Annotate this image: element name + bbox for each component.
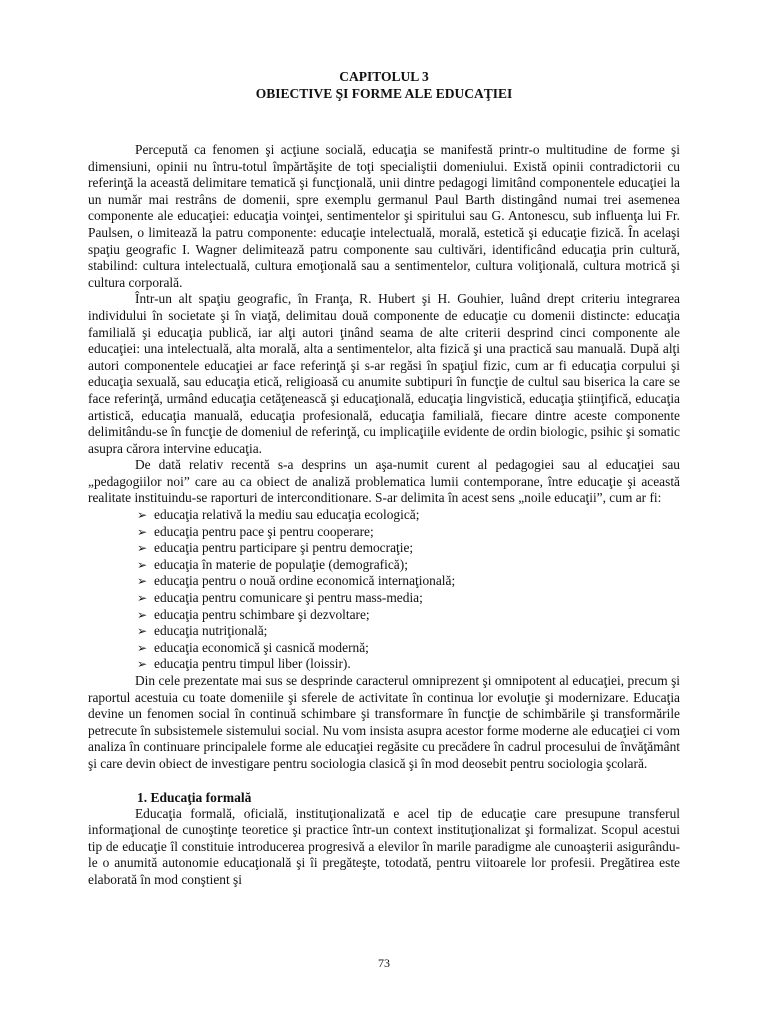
arrow-bullet-icon: ➢ bbox=[137, 640, 148, 655]
arrow-bullet-icon: ➢ bbox=[137, 624, 148, 639]
paragraph: Percepută ca fenomen şi acţiune socială, educaţia se manifestă printr-o multitudine de forme şi dimensiuni, opinii nu întru-totul împărtăşite de toţi specialiştii domeniului. Există opinii contradictorii cu referinţă la această delimitare tematică şi funcţională, unii dintre pedagogi limitând componentele educaţiei la un număr mai restrâns de domenii, spre exemplu germanul Paul Barth distingând numai trei asemenea componente ale educaţiei: educaţia voinţei, sentimentelor şi spiritului sau G. Antonescu, sub influenţa lui Fr. Paulsen, o limitează la patru componente: educaţie intelectuală, morală, estetică şi educaţie fizică. În acelaşi spaţiu geografic I. Wagner delimitează patru componente sau cultivări, identificând educaţia prin cultură, stabilind: cultura intelectuală, cultura emoţională sau a sentimentelor, cultura voliţională, cultura motrică şi cultura corporală. bbox=[88, 142, 680, 290]
list-item: ➢ educaţia pentru participare şi pentru democraţie; bbox=[137, 540, 414, 556]
chapter-label: CAPITOLUL 3 bbox=[339, 69, 429, 84]
section-heading: 1. Educaţia formală bbox=[137, 789, 252, 805]
list-item: ➢ educaţia economică şi casnică modernă; bbox=[137, 639, 369, 655]
list-item: ➢ educaţia pentru schimbare şi dezvoltare; bbox=[137, 606, 370, 622]
list-item: ➢ educaţia pentru pace şi pentru cooperare; bbox=[137, 523, 374, 539]
list-item: ➢ educaţia pentru o nouă ordine economică internaţională; bbox=[137, 573, 456, 589]
paragraph: Educaţia formală, oficială, instituţionalizată e acel tip de educaţie care presupune transferul informaţional de cunoştinţe teoretice şi practice într-un context instituţionalizat şi formalizat. Scopul acestui tip de educaţie îl constituie introducerea progresivă a elevilor în marile paradigme ale cunoaşterii asigurându-le o anumită autonomie educaţională şi îi pregăteşte, totodată, pentru viitoarele lor profesii. Pregătirea este elaborată în mod conştient şi bbox=[88, 805, 680, 887]
arrow-bullet-icon: ➢ bbox=[137, 557, 148, 572]
arrow-bullet-icon: ➢ bbox=[137, 591, 148, 606]
arrow-bullet-icon: ➢ bbox=[137, 541, 148, 556]
new-educations-list bbox=[88, 507, 680, 673]
list-item: ➢ educaţia în materie de populaţie (demografică); bbox=[137, 556, 408, 572]
chapter-title: OBIECTIVE ŞI FORME ALE EDUCAŢIEI bbox=[255, 86, 513, 101]
page-number: 73 bbox=[378, 956, 390, 970]
arrow-bullet-icon: ➢ bbox=[137, 524, 148, 539]
paragraph: De dată relativ recentă s-a desprins un aşa-numit curent al pedagogiei sau al educaţiei sau „pedagogiilor noi” care au ca obiect de analiză problematica lumii contemporane, între educaţie şi această realitate instituindu-se raporturi de interconditionare. S-ar delimita în acest sens „noile educaţii”, cum ar fi: bbox=[88, 457, 680, 506]
paragraph: Din cele prezentate mai sus se desprinde caracterul omniprezent şi omnipotent al educaţiei, precum şi raportul acestuia cu toate domeniile şi sferele de activitate în continua lor evoluţie şi modernizare. Educaţia devine un fenomen social în continuă schimbare şi transformare în funcţie de schimbările şi transformările petrecute în subsistemele sistemului social. Nu vom insista asupra acestor forme moderne ale educaţiei ci vom analiza în continuare principalele forme ale educaţiei regăsite cu precădere în cadrul procesului de învăţământ şi care devin obiect de investigare pentru sociologia clasică şi în mod deosebit pentru sociologia şcolară. bbox=[88, 673, 680, 771]
paragraph: Într-un alt spaţiu geografic, în Franţa, R. Hubert şi H. Gouhier, luând drept criteriu integrarea individului în societate şi în viaţă, delimitau două componente de educaţie cu domenii distincte: educaţia familială şi educaţia publică, iar alţi autori ţinând seama de alte criterii desprind cinci componente ale educaţiei: una intelectuală, alta morală, alta a sentimentelor, alta fizică şi una practică sau manuală. După alţi autori componentele educaţiei ar face referinţă şi s-ar regăsi în spaţiul fizic, cum ar fi educaţia corpului şi educaţia sexuală, sau educaţia etică, religioasă cu anumite subtipuri în funcţie de cultul sau biserica la care se face referinţă, urmând educaţia cetăţenească şi educaţională, educaţia lingvistică, educaţia ştiinţifică, educaţia artistică, educaţia manuală, educaţia profesională, educaţia familială, fiecare dintre aceste componente delimitându-se în funcţie de domeniul de referinţă, cu implicaţiile evidente de ordin biologic, psihic şi somatic asupra cărora intervine educaţia. bbox=[88, 291, 680, 456]
arrow-bullet-icon: ➢ bbox=[137, 607, 148, 622]
list-item: ➢ educaţia nutriţională; bbox=[137, 623, 268, 639]
body-text bbox=[88, 142, 680, 889]
chapter-heading bbox=[88, 68, 680, 102]
arrow-bullet-icon: ➢ bbox=[137, 508, 148, 523]
arrow-bullet-icon: ➢ bbox=[137, 657, 148, 672]
list-item: ➢ educaţia pentru timpul liber (loissir). bbox=[137, 656, 351, 672]
list-item: ➢ educaţia relativă la mediu sau educaţia ecologică; bbox=[137, 507, 420, 523]
arrow-bullet-icon: ➢ bbox=[137, 574, 148, 589]
list-item: ➢ educaţia pentru comunicare şi pentru mass-media; bbox=[137, 590, 423, 606]
